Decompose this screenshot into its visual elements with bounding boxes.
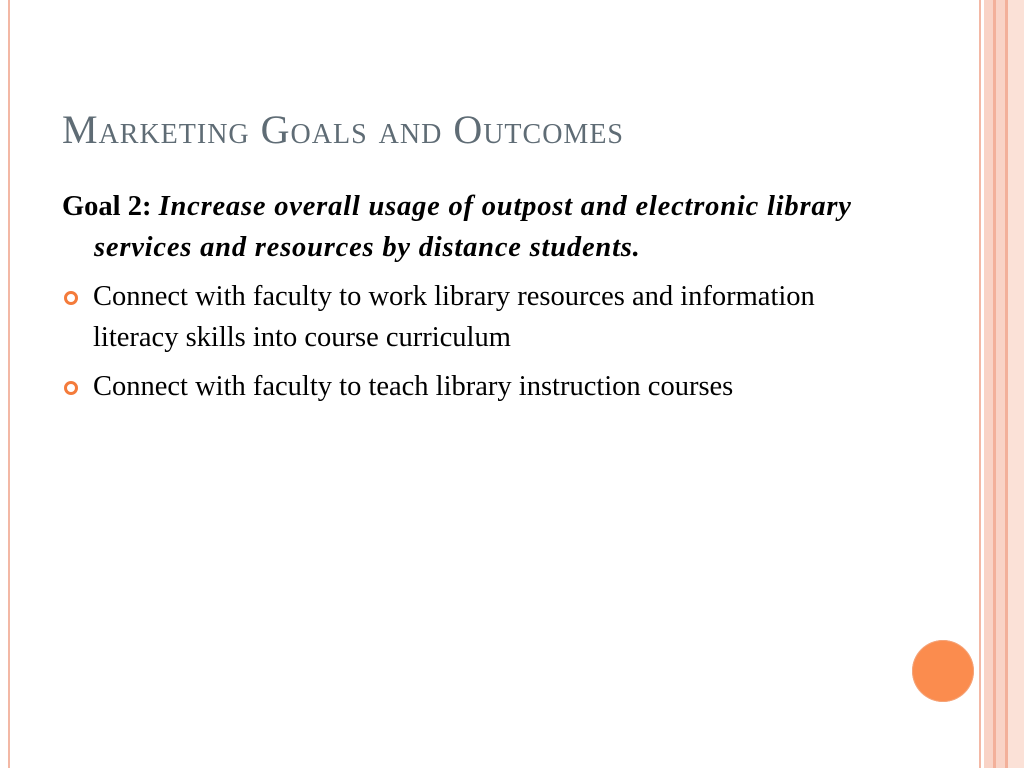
bullet-list: [62, 276, 882, 407]
bullet-text: Connect with faculty to teach library instruction courses: [93, 371, 734, 402]
hollow-circle-bullet-icon: [64, 291, 78, 305]
right-stripe: [996, 0, 1005, 768]
goal-text: Increase overall usage of outpost and electronic library services and resources by distance students.: [94, 191, 852, 263]
right-stripe: [1008, 0, 1024, 768]
list-item: [62, 276, 882, 358]
slide-body: [62, 186, 882, 415]
right-stripe: [979, 0, 981, 768]
slide-title: Marketing Goals and Outcomes: [62, 107, 625, 152]
left-accent-line: [8, 0, 10, 768]
right-stripe: [984, 0, 993, 768]
orange-circle-decoration: [912, 640, 974, 702]
bullet-text: Connect with faculty to work library resources and information literacy skills into course curriculum: [93, 281, 815, 353]
hollow-circle-bullet-icon: [64, 381, 78, 395]
list-item: [62, 366, 882, 407]
goal-statement: [62, 186, 882, 268]
goal-label: Goal 2:: [62, 191, 152, 222]
